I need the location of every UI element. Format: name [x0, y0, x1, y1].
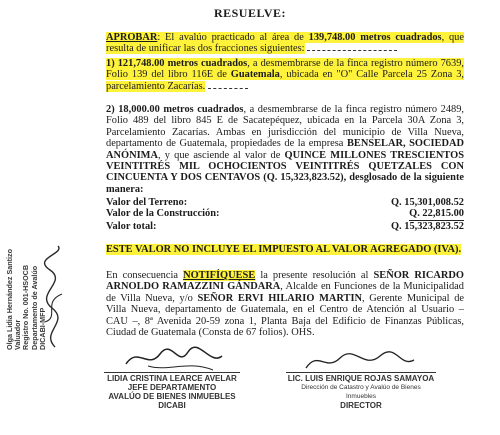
- iva-note: [106, 244, 464, 255]
- aprobar-text-pre: : El avalúo practicado al área de: [157, 32, 309, 43]
- firma-1-org: DICABI: [158, 401, 186, 410]
- stamp-line: Departamento de Avalúo: [29, 265, 39, 350]
- iva-note-highlight: ESTE VALOR NO INCLUYE EL IMPUESTO AL VALOR AGREGADO (IVA).: [106, 244, 462, 255]
- stamp-line: Registro No. 001-HSOCB: [21, 264, 31, 350]
- aprobar-text-post: , que resulta de unificar las dos fracciones siguientes:: [106, 32, 464, 55]
- notificacion-text-3: , Gerente Municipal de Villa Nueva, departamento de Guatemala, en el Centro de Atención al Usuario – CAU –, 8ª Avenida 20-59 zona 1, Planta Baja del Edificio de Finanzas Públicas, Ciudad de Guatemala (Consta de 67 folios). OHS.: [106, 292, 465, 339]
- page-title: RESUELVE:: [213, 6, 287, 20]
- aprobar-highlight: [106, 32, 464, 54]
- fraccion-2-valor-num: (Q. 15,323,823.52): [263, 172, 344, 184]
- notificacion-pre: En consecuencia: [106, 270, 184, 281]
- firma-2-block: [286, 372, 436, 410]
- fraccion-1-text-1: , a desmembrarse de la finca registro número 7639, Folio 139 del libro 116E de: [106, 58, 464, 81]
- valores-table: [106, 197, 464, 232]
- aprobar-paragraph: [106, 32, 464, 55]
- firma-1-line: [104, 372, 240, 373]
- fraccion-2-empresa: BENSELAR, SOCIEDAD ANÓNIMA: [106, 138, 465, 161]
- fraccion-2-valor-letras: QUINCE MILLONES TRESCIENTOS VEINTITRÉS MIL OCHOCIENTOS VEINTITRÉS QUETZALES CON CINCUENTA Y DOS CENTAVOS: [106, 149, 465, 184]
- firma-1-role-1: JEFE DEPARTAMENTO: [127, 383, 217, 392]
- notificacion-senor-2: SEÑOR ERVI HILARIO MARTIN: [197, 292, 362, 304]
- valor-row: [106, 208, 464, 220]
- firma-1-signature: [118, 342, 228, 374]
- firma-2-role-1: Dirección de Catastro y Avalúo de Bienes Inmuebles: [301, 384, 421, 400]
- fraccion-1-number: 1): [106, 58, 115, 69]
- dash-filler: [307, 44, 397, 51]
- stamp-line: Valuador: [13, 319, 23, 350]
- fraccion-2-text-2: , y que asciende al valor de: [157, 149, 285, 161]
- fraccion-1-highlight: [106, 58, 464, 92]
- fraccion-2-number: 2): [106, 104, 115, 115]
- dash-filler: [208, 82, 248, 89]
- aprobar-keyword: APROBAR: [106, 32, 158, 43]
- fraccion-1-guatemala: Guatemala: [230, 69, 280, 81]
- fraccion-2-text-3: , desglosado de la siguiente manera:: [106, 172, 465, 195]
- fraccion-2-area: 18,000.00 metros cuadrados: [118, 104, 244, 115]
- firma-1-name: LIDIA CRISTINA LEARCE AVELAR: [107, 374, 237, 383]
- valor-label: Valor del Terreno:: [106, 197, 188, 208]
- notificacion-senor-1: SEÑOR RICARDO ARNOLDO RAMAZZINI GÁNDARA: [106, 270, 464, 293]
- fraccion-1-text-2: , ubicada en "O" Calle Parcela 25 Zona 3, parcelamiento Zacarías.: [106, 69, 465, 92]
- valor-label: Valor total:: [106, 220, 157, 232]
- valor-label: Valor de la Construcción:: [106, 208, 220, 220]
- stamp-line: Olga Lidia Hernández Santizo: [5, 248, 14, 350]
- firma-1-block: [104, 372, 240, 410]
- notificacion-text-1: la presente resolución al: [255, 270, 374, 281]
- valor-row: [106, 197, 464, 208]
- valuador-signature: [30, 242, 80, 352]
- firma-2-name: LIC. LUIS ENRIQUE ROJAS SAMAYOA: [287, 374, 435, 383]
- stamp-line: DICABI-MFP: [37, 307, 47, 350]
- notificacion-keyword: NOTIFÍQUESE: [183, 270, 256, 281]
- notificacion-text-2: , Alcalde en Funciones de la Municipalidad de Villa Nueva, y/o: [106, 281, 464, 304]
- aprobar-area: 139,748.00 metros cuadrados: [308, 32, 442, 43]
- fraccion-2-paragraph: [106, 104, 464, 195]
- firma-2-line: [286, 372, 436, 373]
- firma-1-role-2: AVALÚO DE BIENES INMUEBLES: [108, 392, 236, 401]
- valor-row: [106, 221, 464, 232]
- firma-2-role-2: DIRECTOR: [340, 401, 382, 410]
- fraccion-1-area: 121,748.00 metros cuadrados: [117, 58, 248, 69]
- notificacion-paragraph: [106, 270, 464, 338]
- valor-amount: Q. 22,815.00: [409, 208, 464, 220]
- valor-amount: Q. 15,301,008.52: [390, 197, 464, 208]
- fraccion-1-paragraph: [106, 58, 464, 92]
- fraccion-2-text-1: , a desmembrarse de la finca registro número 2489, Folio 489 del libro 845 E de Sacatepéquez, ubicada en la Parcela 30A Zona 3, Parcelamiento Zacarías. Ambas en jurisdicción del municipio de Villa Nueva, departamento de Guatemala, propiedades de la empresa: [106, 104, 465, 150]
- valor-amount: Q. 15,323,823.52: [390, 220, 464, 232]
